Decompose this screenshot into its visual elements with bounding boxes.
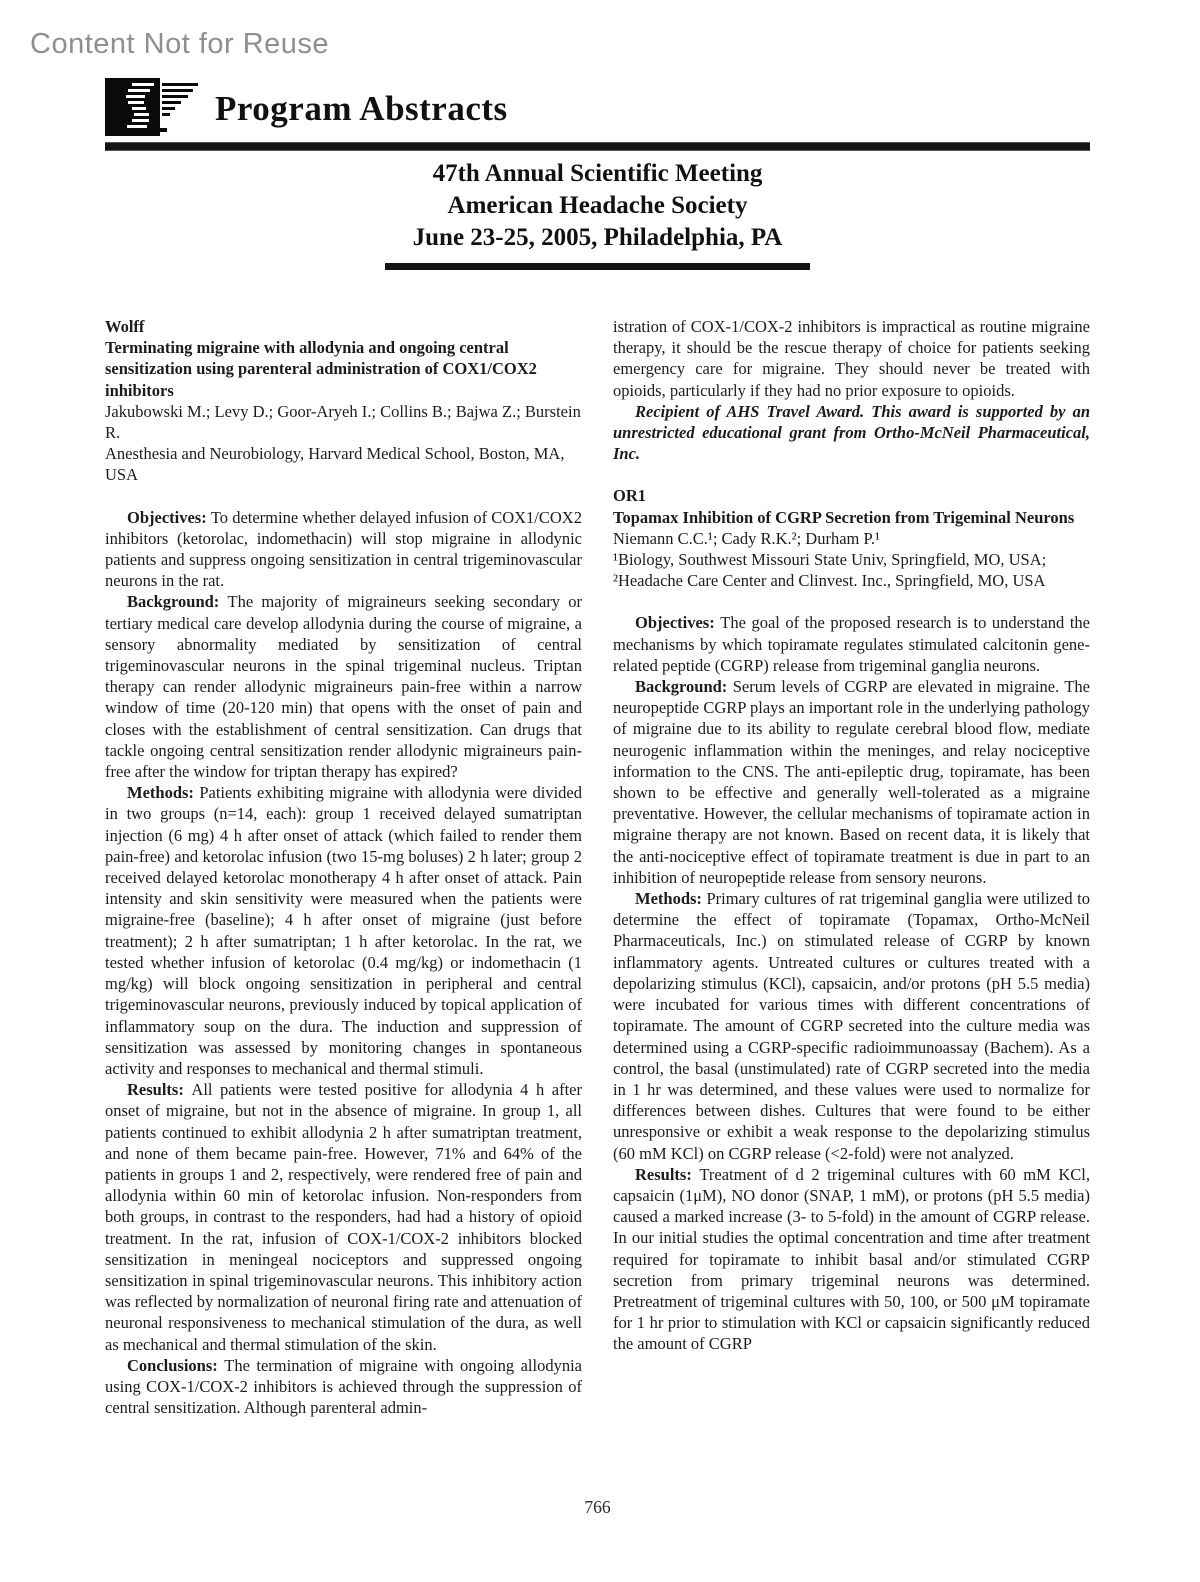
spacer (613, 591, 1090, 612)
abstract-title: Terminating migraine with allodynia and ongoing central sensitization using parenteral administration of COX1/COX2 inhibitors (105, 338, 537, 400)
abstract-columns (105, 316, 1090, 1418)
banner-title: Program Abstracts (215, 89, 508, 128)
header-rule (105, 142, 1090, 151)
abstract-paragraph: Background: Serum levels of CGRP are elevated in migraine. The neuropeptide CGRP plays an important role in the underlying pathology of migraine due to its ability to regulate cerebral blood flow, mediate neurogenic inflammation within the meninges, and relay nociceptive information to the CNS. The anti-epileptic drug, topiramate, has been shown to be effective and generally well-tolerated as a migraine preventative. However, the cellular mechanisms of topiramate action in migraine therapy are not known. Based on recent data, it is likely that the anti-nociceptive effect of topiramate treatment is due in part to an inhibition of neuropeptide release from sensory neurons. (613, 677, 1090, 887)
abstract-paragraph: Conclusions: The termination of migraine with ongoing allodynia using COX-1/COX-2 inhibitors is achieved through the suppression of central sensitization. Although parenteral admin- (105, 1355, 582, 1418)
abstract-paragraph: Results: Treatment of d 2 trigeminal cultures with 60 mM KCl, capsaicin (1μM), NO donor (SNAP, 1 mM), or protons (pH 5.5 media) caused a marked increase (3- to 5-fold) in the amount of CGRP release. In our initial studies the optimal concentration and time after treatment required for topiramate to inhibit basal and/or stimulated CGRP secretion from primary trigeminal neurons was determined. Pretreatment of trigeminal cultures with 50, 100, or 500 μM topiramate for 1 hr prior to stimulation with KCl or capsaicin significantly reduced the amount of CGRP (613, 1164, 1090, 1354)
program-abstracts-banner (105, 80, 1090, 151)
title-rule (385, 263, 810, 270)
watermark-text: Content Not for Reuse (30, 28, 330, 60)
left-column (105, 316, 582, 1418)
abstract-paragraph: Background: The majority of migraineurs seeking secondary or tertiary medical care develop allodynia during the course of migraine, a sensory abnormality mediated by sensitization of central trigeminovascular neurons in the spinal trigeminal nucleus. Triptan therapy can render allodynic migraineurs pain-free within a narrow window of time (20-120 min) that opens with the onset of pain and closes with the establishment of central sensitization. Can drugs that tackle ongoing central sensitization render allodynic migraineurs pain-free after the window for triptan therapy has expired? (105, 592, 582, 782)
continuation-paragraph: istration of COX-1/COX-2 inhibitors is impractical as routine migraine therapy, it should be the rescue therapy of choice for patients seeking emergency care for migraine. They should never be treated with opioids, particularly if they had no prior exposure to opioids. (613, 317, 1090, 400)
abstract-authors: Niemann C.C.¹; Cady R.K.²; Durham P.¹ (613, 528, 880, 548)
abstract-paragraph: Objectives: To determine whether delayed infusion of COX1/COX2 inhibitors (ketorolac, indomethacin) will stop migraine in allodynic patients and suppress ongoing sensitization in central trigeminovascular neurons in the rat. (105, 507, 582, 591)
abstract-paragraph: Results: All patients were tested positive for allodynia 4 h after onset of migraine, but not in the absence of migraine. In group 1, all patients continued to exhibit allodynia 2 h after sumatriptan treatment, and none of them became pain-free. However, 71% and 64% of the patients in groups 1 and 2, respectively, were rendered free of pain and allodynia within 60 min of ketorolac infusion. Non-responders from both groups, in contrast to the responders, had had a history of opioid treatment. In the rat, infusion of COX-1/COX-2 inhibitors blocked sensitization in meningeal nociceptors and suppressed ongoing sensitization in spinal trigeminovascular neurons. This inhibitory action was reflected by normalization of neuronal firing rate and attenuation of neuronal responsiveness to mechanical stimulation of the dura, as well as mechanical and thermal stimulation of the skin. (105, 1080, 582, 1354)
spacer (613, 464, 1090, 485)
abstract-body-or1 (613, 612, 1090, 1354)
award-note: Recipient of AHS Travel Award. This award is supported by an unrestricted educational grant from Ortho-McNeil Pharmaceutical, Inc. (613, 401, 1090, 464)
abstract-id: OR1 (613, 486, 646, 506)
abstract-title: Topamax Inhibition of CGRP Secretion from Trigeminal Neurons (613, 507, 1075, 527)
abstract-paragraph: Methods: Patients exhibiting migraine with allodynia were divided in two groups (n=14, each): group 1 received delayed sumatriptan injection (6 mg) 4 h after onset of attack (which failed to render them pain-free) and ketorolac infusion (two 15-mg boluses) 2 h later; group 2 received delayed ketorolac monotherapy 4 h after onset of attack. Pain intensity and skin sensitivity were measured when the patients were migraine-free (baseline); 4 h after onset of migraine (just before treatment); 2 h after sumatriptan; 1 h after ketorolac. In the rat, we tested whether infusion of ketorolac (0.4 mg/kg) or indomethacin (1 mg/kg) will block ongoing sensitization in peripheral and central trigeminovascular neurons, previously induced by topical application of inflammatory soup on the dura. The induction and suppression of sensitization was assessed by monitoring changes in spontaneous activity and responses to mechanical and thermal stimuli. (105, 783, 582, 1078)
meeting-title-block (105, 158, 1090, 270)
page-number: 766 (584, 1497, 611, 1517)
abstract-head-or1 (613, 485, 1090, 591)
abstract-head-wolff (105, 316, 582, 486)
spacer (105, 486, 582, 507)
abstract-paragraph: Methods: Primary cultures of rat trigeminal ganglia were utilized to determine the effect of topiramate (Topamax, Ortho-McNeil Pharmaceuticals, Inc.) on stimulated release of CGRP by known inflammatory agents. Untreated cultures or cultures treated with a depolarizing stimulus (KCl), capsaicin, and/or protons (pH 5.5 media) were incubated for various times with different concentrations of topiramate. The amount of CGRP secreted into the culture media was determined using a CGRP-specific radioimmunoassay (Bachem). As a control, the basal (unstimulated) rate of CGRP secreted into the media in 1 hr was determined, and these values were used to normalize for differences between dishes. Cultures that were found to be either unresponsive or exhibit a weak response to the depolarizing stimulus (60 mM KCl) on CGRP release (<2-fold) were not analyzed. (613, 889, 1090, 1163)
right-column (613, 316, 1090, 1418)
abstract-id: Wolff (105, 317, 145, 336)
meeting-title-line1: 47th Annual Scientific Meeting (432, 160, 763, 187)
abstract-affiliation: Anesthesia and Neurobiology, Harvard Medical School, Boston, MA, USA (105, 444, 565, 485)
abstract-authors: Jakubowski M.; Levy D.; Goor-Aryeh I.; Collins B.; Bajwa Z.; Burstein R. (105, 401, 581, 443)
ahs-logo-icon (105, 78, 199, 141)
abstract-paragraph: Objectives: The goal of the proposed research is to understand the mechanisms by which topiramate regulates stimulated calcitonin gene-related peptide (CGRP) release from trigeminal ganglia neurons. (613, 613, 1090, 675)
abstract-affiliation: ¹Biology, Southwest Missouri State Univ, Springfield, MO, USA; ²Headache Care Center and Clinvest. Inc., Springfield, MO, USA (613, 550, 1047, 591)
meeting-title-line2: American Headache Society (447, 192, 748, 219)
meeting-title-line3: June 23-25, 2005, Philadelphia, PA (412, 224, 783, 251)
abstract-body-wolff (105, 507, 582, 1419)
